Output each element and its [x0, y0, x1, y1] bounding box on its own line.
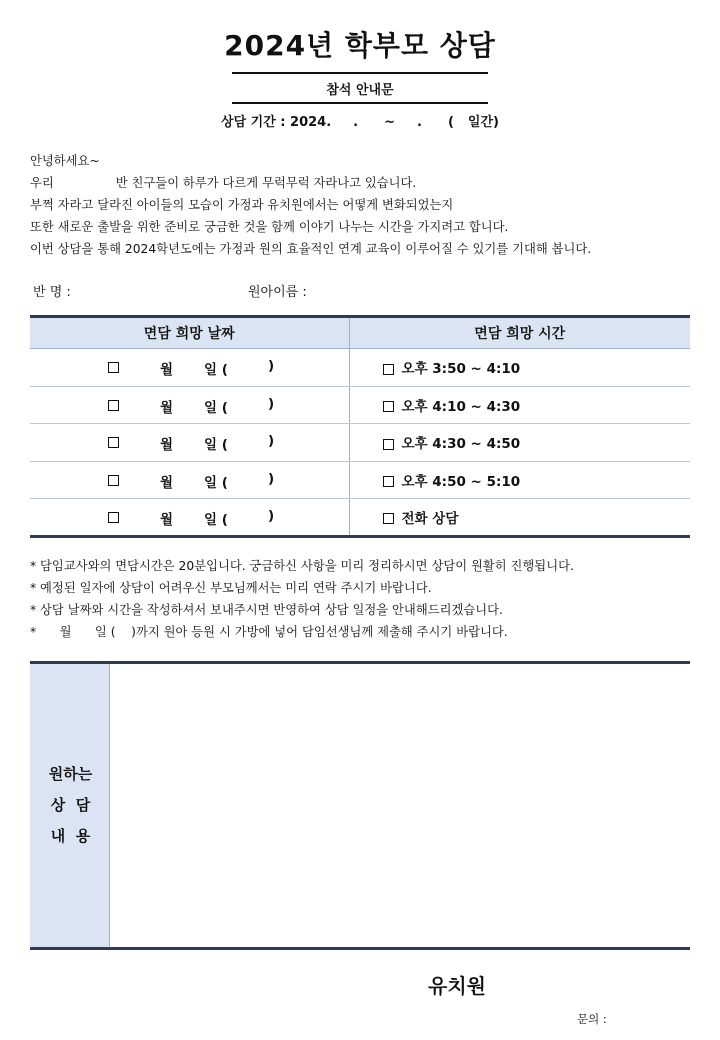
- month-label: 월: [160, 399, 174, 416]
- schedule-row: [30, 349, 690, 387]
- time-checkbox[interactable]: [383, 401, 394, 412]
- time-checkbox[interactable]: [383, 476, 394, 487]
- month-label: 월: [160, 362, 174, 378]
- period-dot-2: .: [417, 115, 422, 130]
- period-paren-open: (: [447, 115, 454, 130]
- note-line: * 상담 날짜와 시간을 작성하셔서 보내주시면 반영하여 상담 일정을 안내해드리겠습니다.: [30, 603, 503, 617]
- day-label: 일 (: [204, 512, 228, 528]
- child-name-label: 원아이름 :: [248, 285, 307, 300]
- period-label: 상담 기간 : 2024.: [221, 115, 332, 130]
- date-cell: [30, 424, 349, 462]
- memo-box: [30, 661, 690, 950]
- note-line: * 예정된 일자에 상담이 어려우신 부모님께서는 미리 연락 주시기 바랍니다.: [30, 581, 432, 595]
- greeting-prefix: 우리: [30, 176, 54, 190]
- col-header-date: 면담 희망 날짜: [30, 317, 349, 349]
- class-name-label: 반 명 :: [33, 285, 71, 300]
- time-cell: [349, 499, 690, 537]
- date-checkbox[interactable]: [108, 437, 119, 448]
- schedule-row: [30, 499, 690, 537]
- date-cell: [30, 386, 349, 424]
- note-line: * 월 일 ( )까지 원아 등원 시 가방에 넣어 담임선생님께 제출해 주시기 바랍니다.: [30, 625, 508, 639]
- time-option: 오후 4:50 ~ 5:10: [401, 473, 521, 490]
- schedule-row: [30, 424, 690, 462]
- time-option: 오후 4:10 ~ 4:30: [401, 398, 521, 415]
- paren-close: ): [268, 470, 275, 487]
- memo-label: [30, 664, 110, 947]
- date-checkbox[interactable]: [108, 512, 119, 523]
- month-label: 월: [160, 474, 174, 491]
- greeting-line: 또한 새로운 출발을 위한 준비로 궁금한 것을 함께 이야기 나누는 시간을 가지려고 합니다.: [30, 220, 509, 234]
- schedule-row: [30, 386, 690, 424]
- kindergarten-name: 유치원: [428, 974, 486, 998]
- schedule-table: [30, 315, 690, 538]
- date-checkbox[interactable]: [108, 475, 119, 486]
- schedule-row: [30, 461, 690, 499]
- memo-content-area[interactable]: [110, 664, 690, 947]
- time-cell: [349, 424, 690, 462]
- day-label: 일 (: [204, 437, 228, 453]
- time-checkbox[interactable]: [383, 364, 394, 375]
- date-checkbox[interactable]: [108, 400, 119, 411]
- greeting-rest: 반 친구들이 하루가 다르게 무럭무럭 자라나고 있습니다.: [115, 176, 417, 190]
- greeting-line: 부쩍 자라고 달라진 아이들의 모습이 가정과 유치원에서는 어떻게 변화되었는지: [30, 198, 454, 212]
- paren-close: ): [268, 395, 275, 412]
- date-checkbox[interactable]: [108, 362, 119, 373]
- note-line: * 담임교사와의 면담시간은 20분입니다. 궁금하신 사항을 미리 정리하시면 상담이 원활히 진행됩니다.: [30, 559, 574, 573]
- col-header-time: 면담 희망 시간: [349, 317, 690, 349]
- period-tilde: ~: [384, 115, 396, 130]
- time-option: 오후 4:30 ~ 4:50: [401, 436, 521, 453]
- period-dot-1: .: [353, 115, 359, 130]
- time-option: 오후 3:50 ~ 4:10: [401, 361, 521, 378]
- date-cell: [30, 499, 349, 537]
- notes: [30, 555, 710, 643]
- consult-period: [0, 111, 720, 130]
- period-days-suffix: 일간): [467, 115, 499, 130]
- date-cell: [30, 349, 349, 387]
- month-label: 월: [160, 512, 174, 528]
- paren-close: ): [268, 358, 275, 374]
- time-cell: [349, 349, 690, 387]
- time-cell: [349, 461, 690, 499]
- memo-label-line: 원하는: [48, 765, 93, 783]
- greeting-line: 이번 상담을 통해 2024학년도에는 가정과 원의 효율적인 연계 교육이 이루어질 수 있기를 기대해 봅니다.: [30, 242, 592, 256]
- greeting-line: 안녕하세요~: [30, 154, 100, 168]
- contact-label: 문의 :: [577, 1012, 607, 1026]
- day-label: 일 (: [204, 399, 228, 416]
- time-checkbox[interactable]: [383, 439, 394, 450]
- greeting-line: [30, 172, 710, 194]
- day-label: 일 (: [204, 362, 228, 378]
- day-label: 일 (: [204, 474, 228, 491]
- memo-label-line: 상 담: [50, 796, 91, 814]
- memo-label-line: 내 용: [50, 827, 91, 845]
- month-label: 월: [160, 437, 174, 453]
- time-checkbox[interactable]: [383, 513, 394, 524]
- page-title: 2024년 학부모 상담: [224, 29, 496, 62]
- subtitle-box: [232, 72, 488, 104]
- subtitle: 참석 안내문: [326, 82, 394, 98]
- date-cell: [30, 461, 349, 499]
- time-cell: [349, 386, 690, 424]
- time-option: 전화 상담: [401, 510, 459, 527]
- paren-close: ): [268, 433, 275, 449]
- paren-close: ): [268, 508, 275, 524]
- greeting-text: [30, 150, 710, 260]
